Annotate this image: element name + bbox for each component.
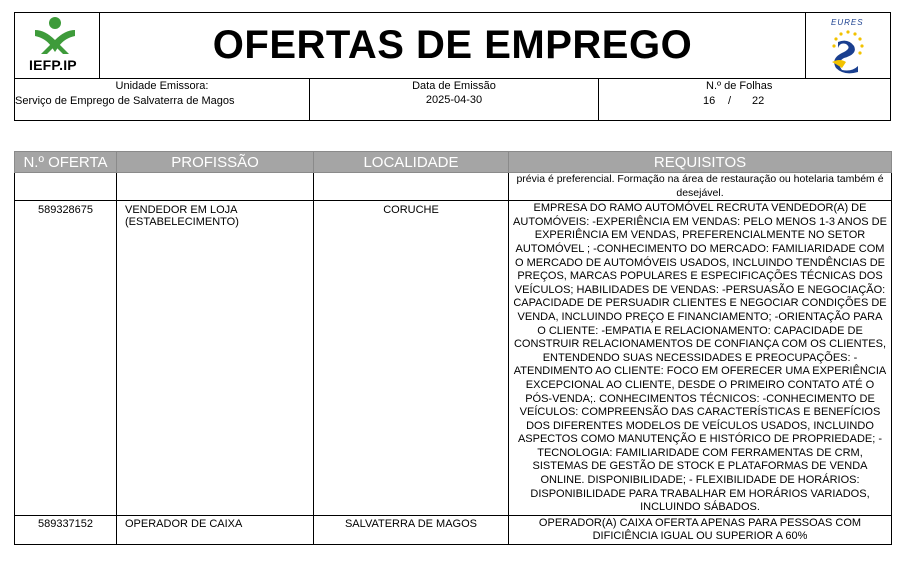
oferta-localidade: CORUCHE [314,201,509,516]
unidade-label: Unidade Emissora: [115,80,209,92]
folhas-label: N.º de Folhas [706,80,773,92]
oferta-numero: 589337152 [15,515,117,544]
data-label: Data de Emissão [412,80,496,92]
col-header-profissao: PROFISSÃO [117,152,314,173]
eures-logo-icon [828,28,868,74]
numero-folhas [599,79,890,120]
requisitos-continuation: prévia é preferencial. Formação na área de restauração ou hotelaria também é desejável. [509,173,892,201]
unidade-emissora [15,79,310,120]
table-header-row [15,152,892,173]
folha-separator: / [728,95,732,107]
col-header-requisitos: REQUISITOS [509,152,892,173]
oferta-profissao: OPERADOR DE CAIXA [117,515,314,544]
oferta-numero: 589328675 [15,201,117,516]
oferta-localidade: SALVATERRA DE MAGOS [314,515,509,544]
table-row [15,515,892,544]
page-title: OFERTAS DE EMPREGO [212,23,693,67]
eures-label: EURES [831,18,864,27]
data-value: 2025-04-30 [425,94,483,106]
oferta-requisitos: OPERADOR(A) CAIXA OFERTA APENAS PARA PESSOAS COM DIFICIÊNCIA IGUAL OU SUPERIOR A 60% [509,515,892,544]
logo-cell [15,13,100,78]
col-header-localidade: LOCALIDADE [314,152,509,173]
unidade-value: Serviço de Emprego de Salvaterra de Magos [15,95,235,107]
iefp-logo-icon [32,16,78,56]
oferta-requisitos: EMPRESA DO RAMO AUTOMÓVEL RECRUTA VENDEDOR(A) DE AUTOMÓVEIS: -EXPERIÊNCIA EM VENDAS: PELO MENOS 1-3 ANOS DE EXPERIÊNCIA EM VENDAS, PREFERENCIALMENTE NO SETOR AUTOMÓVEL ; -CONHECIMENTO DO MERCADO: FAMILIARIDADE COM O MERCADO DE AUTOMÓVEIS USADOS, INCLUINDO TENDÊNCIAS DE PREÇOS, MARCAS POPULARES E ESPECIFICAÇÕES TÉCNICAS DOS VEÍCULOS; HABILIDADES DE VENDAS: -PERSUASÃO E NEGOCIAÇÃO: CAPACIDADE DE PERSUADIR CLIENTES E NEGOCIAR CONDIÇÕES DE VENDA, INCLUINDO PREÇO E FINANCIAMENTO; -ORIENTAÇÃO PARA O CLIENTE: -EMPATIA E RELACIONAMENTO: CAPACIDADE DE CONSTRUIR RELACIONAMENTOS DE CONFIANÇA COM OS CLIENTES, ENTENDENDO SUAS NECESSIDADES E PREOCUPAÇÕES: -ATENDIMENTO AO CLIENTE: FOCO EM OFERECER UMA EXPERIÊNCIA EXCEPCIONAL AO CLIENTE, DESDE O PRIMEIRO CONTATO ATÉ O PÓS-VENDA;. CONHECIMENTOS TÉCNICOS: -CONHECIMENTO DE VEÍCULOS: COMPREENSÃO DAS CARACTERÍSTICAS E BENEFÍCIOS DOS DIFERENTES MODELOS DE VEÍCULOS USADOS, INCLUINDO ASPECTOS COMO MANUTENÇÃO E HISTÓRICO DE PROPRIEDADE; -TECNOLOGIA: FAMILIARIDADE COM FERRAMENTAS DE CRM, SISTEMAS DE GESTÃO DE STOCK E PLATAFORMAS DE VENDA ONLINE. DISPONIBILIDADE; - FLEXIBILIDADE DE HORÁRIOS: DISPONIBILIDADE PARA TRABALHAR EM HORÁRIOS VARIADOS, INCLUINDO SÁBADOS. [509,201,892,516]
oferta-profissao: VENDEDOR EM LOJA (ESTABELECIMENTO) [117,201,314,516]
table-row-continuation [15,173,892,201]
logo-text: IEFP.IP [29,57,77,73]
col-header-numero: N.º OFERTA [15,152,117,173]
eures-cell [805,13,890,78]
folhas-total: 22 [752,95,765,107]
offers-table [14,151,892,545]
folha-atual: 16 [703,95,716,107]
issuance-info [14,79,891,121]
data-emissao [310,79,599,120]
table-row [15,201,892,516]
document-header [14,12,891,79]
